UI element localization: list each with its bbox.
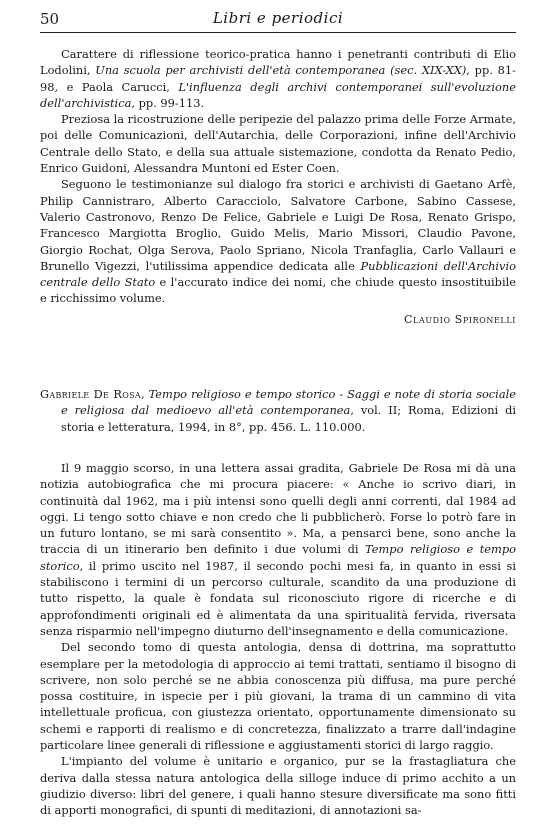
text-run: , pp. 81-98, e Paola Carucci,: [40, 63, 516, 94]
cited-title: Tempo religioso e tempo storico: [40, 542, 516, 573]
review-heading: [40, 386, 516, 435]
text-run: Seguono le testimonianze sul dialogo fra storici e archivisti di Gaetano Arfè, Philip Cannistraro, Alberto Caracciolo, Salvatore Carbone, Sabino Cassese, Valerio Castronovo, Renzo De Felice, Gabriele e Luigi De Rosa, Renato Grispo, Francesco Margiotta Broglio, Guido Melis, Mario Missori, Claudio Pavone, Giorgio Rochat, Olga Serova, Paolo Spriano, Nicola Tranfaglia, Carlo Vallauri e Brunello Vigezzi, l'utilissima appendice dedicata alle: [40, 177, 516, 273]
previous-review-text: [40, 46, 516, 307]
text-run: e l'accurato indice dei nomi, che chiude questo insostituibile e ricchissimo volume.: [40, 275, 516, 306]
book-details: , vol. II; Roma, Edizioni di storia e letteratura, 1994, in 8°, pp. 456. L. 110.000.: [61, 403, 517, 434]
paragraph: Del secondo tomo di questa antologia, densa di dottrina, ma soprattutto esemplare per la metodologia di approccio ai temi trattati, sentiamo il bisogno di scrivere, non solo perché se ne abbia conoscenza più diffusa, ma pure perché possa costituire, in ispecie per i più giovani, la trama di un cammino di vita intellettuale proficua, con giustezza orientato, opportunamente dimensionato su schemi e rapporti di realismo e di concretezza, finalizzato a trarre dall'indagine particolare linee generali di riflessione e aggiustamenti storici di largo raggio.: [40, 640, 516, 753]
text-run: , il primo uscito nel 1987, il secondo pochi mesi fa, in quanto in essi si stabiliscono i termini di un percorso culturale, scandito da una produzione di tutto rispetto, la quale è fondata sul riconosciuto rigore di ricerche e di approfondimenti originali ed è alimentata da una spiritualità fervida, riversata senza risparmio nell'impegno diuturno dell'insegnamento e della comunicazione.: [40, 558, 516, 638]
running-title: Libri e periodici: [212, 9, 344, 27]
review-text: [40, 460, 516, 819]
paragraph: L'impianto del volume è unitario e organico, pur se la frastagliatura che deriva dalla stessa natura antologica della silloge induce di primo acchito a un giudizio diverso: libri del genere, i quali hanno stesure diversificate ma sono fitti di apporti monografici, di spunti di meditazioni, di annotazioni sa-: [40, 754, 516, 818]
paragraph: [40, 460, 516, 639]
text-run: , pp. 99-113.: [131, 95, 205, 110]
reviewer-signature: Claudio Spironelli: [404, 313, 516, 326]
paragraph: Preziosa la ricostruzione delle peripezie del palazzo prima delle Forze Armate, poi delle Comunicazioni, dell'Autarchia, delle Corporazioni, infine dell'Archivio Centrale dello Stato, e della sua attuale sistemazione, condotta da Renato Pedio, Enrico Guidoni, Alessandra Muntoni ed Ester Coen.: [40, 112, 516, 176]
book-title: Tempo religioso e tempo storico - Saggi e note di storia sociale e religiosa dal medioevo all'età contemporanea: [61, 387, 516, 418]
cited-title: L'influenza degli archivi contemporanei sull'evoluzione dell'archivistica: [40, 79, 516, 110]
text-run: Carattere di riflessione teorico-pratica hanno i penetranti contributi di Elio Lodolini,: [40, 47, 516, 78]
text-run: Il 9 maggio scorso, in una lettera assai gradita, Gabriele De Rosa mi dà una notizia autobiografica che mi procura piacere: « Anche io scrivo diari, in continuità dal 1962, ma i più intensi sono quelli degli anni correnti, dal 1984 ad oggi. Li tengo sotto chiave e non credo che li pubblicherò. Forse lo potrò fare in un futuro lontano, se mi sarà consentito ». Ma, a pensarci bene, sono anche la traccia di un itinerario ben definito i due volumi di: [40, 461, 516, 557]
cited-title: Pubblicazioni dell'Archivio centrale dello Stato: [40, 258, 516, 290]
paragraph: [40, 176, 516, 306]
running-header: [40, 8, 516, 33]
page-number: 50: [40, 10, 60, 28]
cited-title: Una scuola per archivisti dell'età contemporanea (sec. XIX-XX): [95, 63, 467, 78]
paragraph: [40, 46, 516, 111]
text-run: ,: [141, 387, 149, 401]
book-author: Gabriele De Rosa: [40, 387, 142, 401]
